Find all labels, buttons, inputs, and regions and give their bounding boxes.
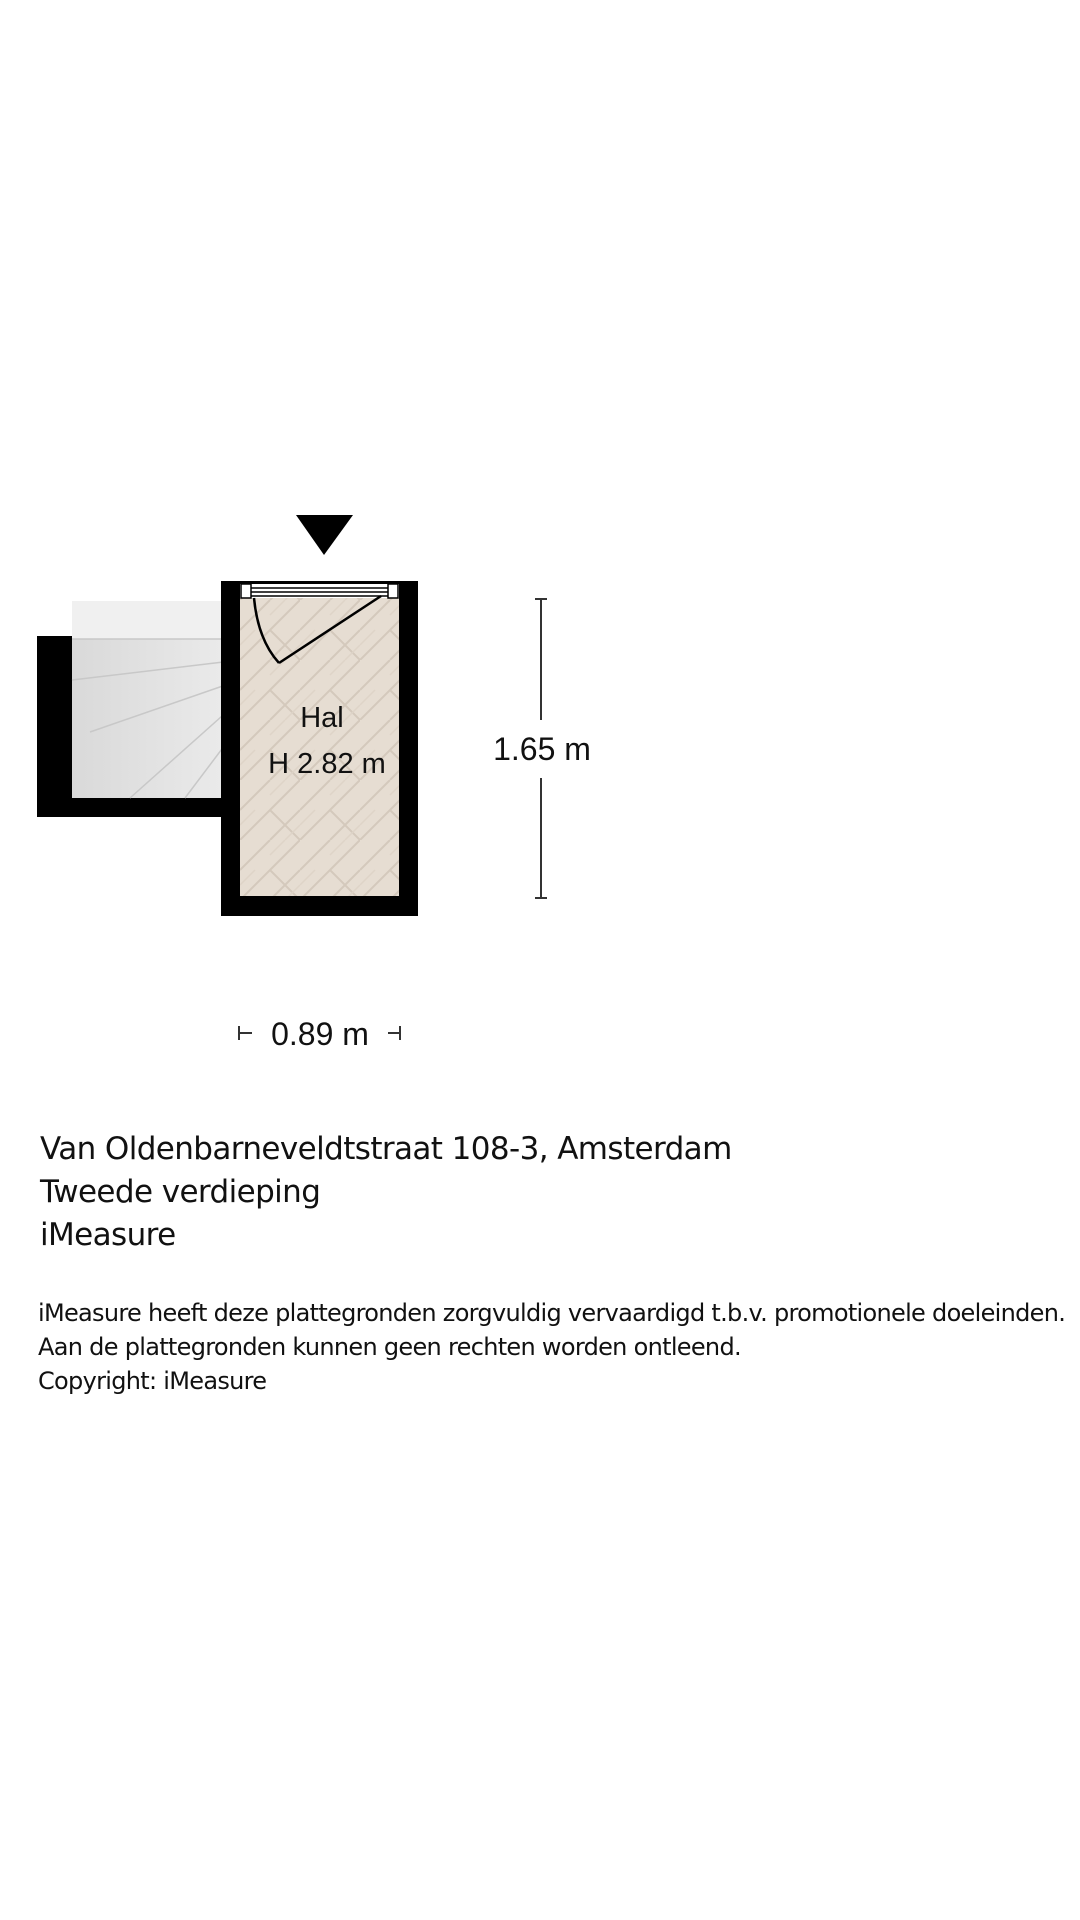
disclaimer-line-2: Aan de plattegronden kunnen geen rechten worden ontleend. [38,1333,741,1361]
entrance-arrow-icon [296,515,353,555]
property-info [40,1128,1060,1257]
room-height-label: H 2.82 m [268,748,386,780]
address-text: Van Oldenbarneveldtstraat 108-3, Amsterdam [40,1131,732,1167]
hall-floor [240,598,399,896]
disclaimer-line-1: iMeasure heeft deze plattegronden zorgvuldig vervaardigd t.b.v. promotionele doeleinden. [38,1299,1066,1327]
staircase [72,601,240,798]
vertical-dimension-label: 1.65 m [493,731,591,767]
horizontal-dimension-label: 0.89 m [271,1016,369,1052]
disclaimer-line-3: Copyright: iMeasure [38,1367,267,1395]
room-name-label: Hal [300,702,344,734]
floor-text: Tweede verdieping [40,1174,321,1210]
disclaimer [38,1296,1068,1398]
company-text: iMeasure [40,1217,176,1253]
